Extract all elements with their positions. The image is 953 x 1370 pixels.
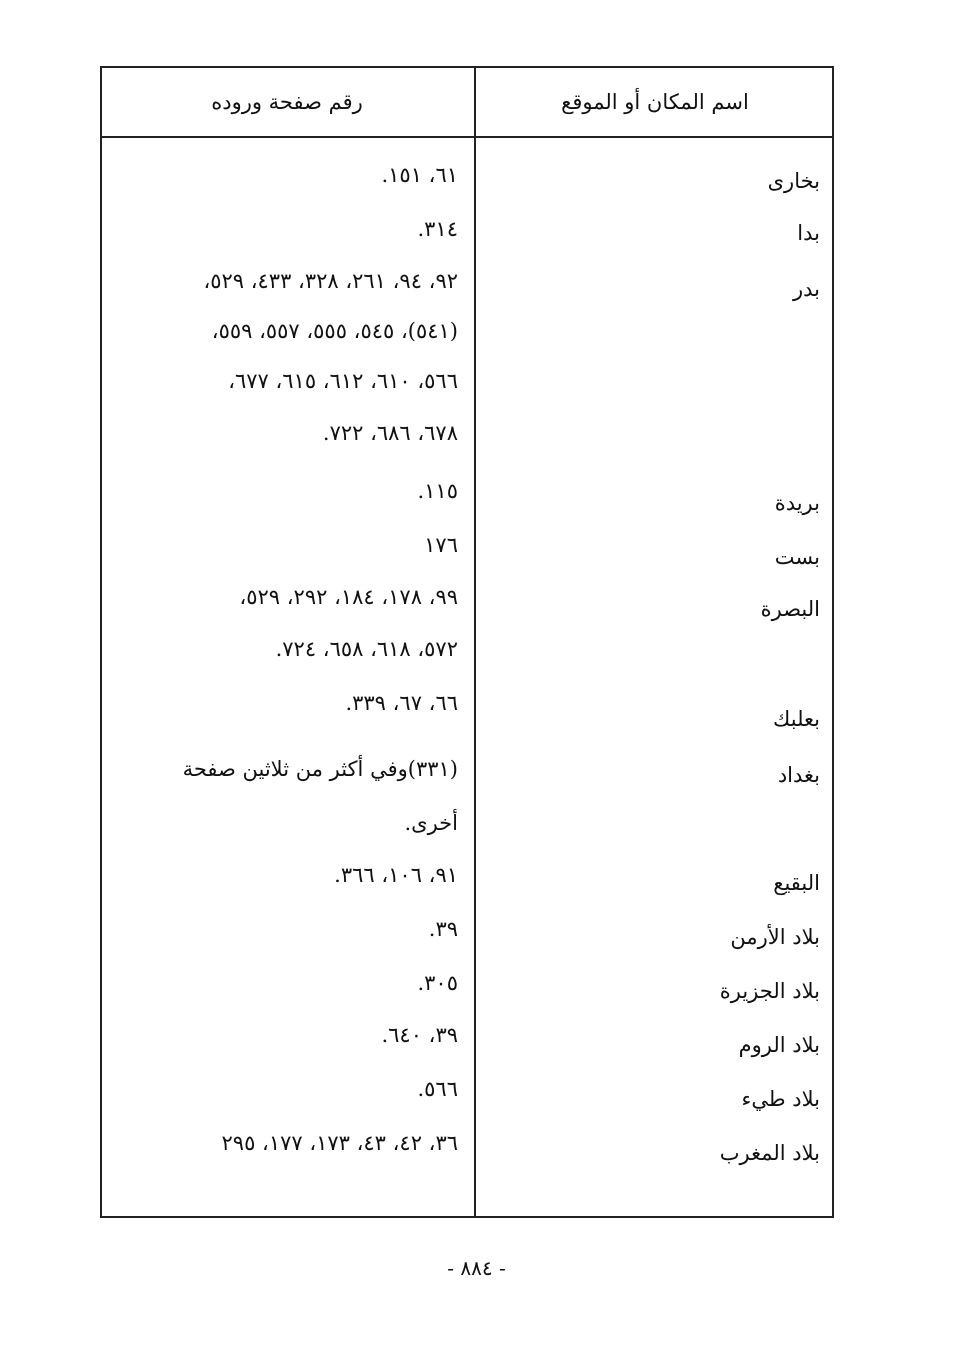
place-name: بلاد طيء	[741, 1087, 820, 1111]
page-refs: ١١٥.	[417, 479, 458, 503]
header-divider	[102, 136, 832, 138]
place-name: بلاد الجزيرة	[719, 979, 820, 1003]
page-refs: ٣٠٥.	[417, 971, 458, 995]
page-refs: ٣٦، ٤٢، ٤٣، ١٧٣، ١٧٧، ٢٩٥	[221, 1131, 458, 1155]
place-name: بلاد المغرب	[719, 1141, 820, 1165]
page-refs: ٦٦، ٦٧، ٣٣٩.	[345, 691, 458, 715]
place-name: البقيع	[773, 871, 820, 895]
page-refs: (٣٣١)وفي أكثر من ثلاثين صفحة	[182, 757, 458, 781]
page-refs: ٦١، ١٥١.	[381, 163, 458, 187]
column-divider	[474, 68, 476, 1216]
place-name: بغداد	[777, 763, 820, 787]
page-refs: ٥٦٦.	[417, 1077, 458, 1101]
place-name: بريدة	[774, 491, 820, 515]
page-refs: ٣١٤.	[417, 217, 458, 241]
page-refs: ٩١، ١٠٦، ٣٦٦.	[334, 863, 458, 887]
page-refs: ١٧٦	[424, 533, 458, 557]
header-place-name: اسم المكان أو الموقع	[561, 90, 749, 114]
index-table	[100, 66, 834, 1218]
place-name: بخارى	[767, 169, 820, 193]
page-refs: ٩٩، ١٧٨، ١٨٤، ٢٩٢، ٥٢٩،	[239, 585, 458, 609]
place-name: البصرة	[760, 597, 820, 621]
header-page-numbers: رقم صفحة وروده	[211, 90, 363, 114]
page-number: - ٨٨٤ -	[447, 1256, 506, 1280]
page-refs: ٥٧٢، ٦١٨، ٦٥٨، ٧٢٤.	[275, 637, 458, 661]
place-name: بعلبك	[773, 707, 820, 731]
page-refs: ٦٧٨، ٦٨٦، ٧٢٢.	[322, 421, 458, 445]
place-name: بدا	[797, 221, 820, 245]
page-refs: ٣٩.	[428, 917, 458, 941]
page-refs: (٥٤١)، ٥٤٥، ٥٥٥، ٥٥٧، ٥٥٩،	[211, 319, 458, 343]
place-name: بلاد الروم	[738, 1033, 820, 1057]
place-name: بست	[774, 545, 820, 569]
page-refs: ٥٦٦، ٦١٠، ٦١٢، ٦١٥، ٦٧٧،	[228, 369, 458, 393]
place-name: بدر	[792, 277, 820, 301]
page-refs: ٣٩، ٦٤٠.	[381, 1023, 458, 1047]
place-name: بلاد الأرمن	[730, 925, 820, 949]
page-refs: أخرى.	[404, 811, 458, 835]
page-refs: ٩٢، ٩٤، ٢٦١، ٣٢٨، ٤٣٣، ٥٢٩،	[203, 269, 458, 293]
